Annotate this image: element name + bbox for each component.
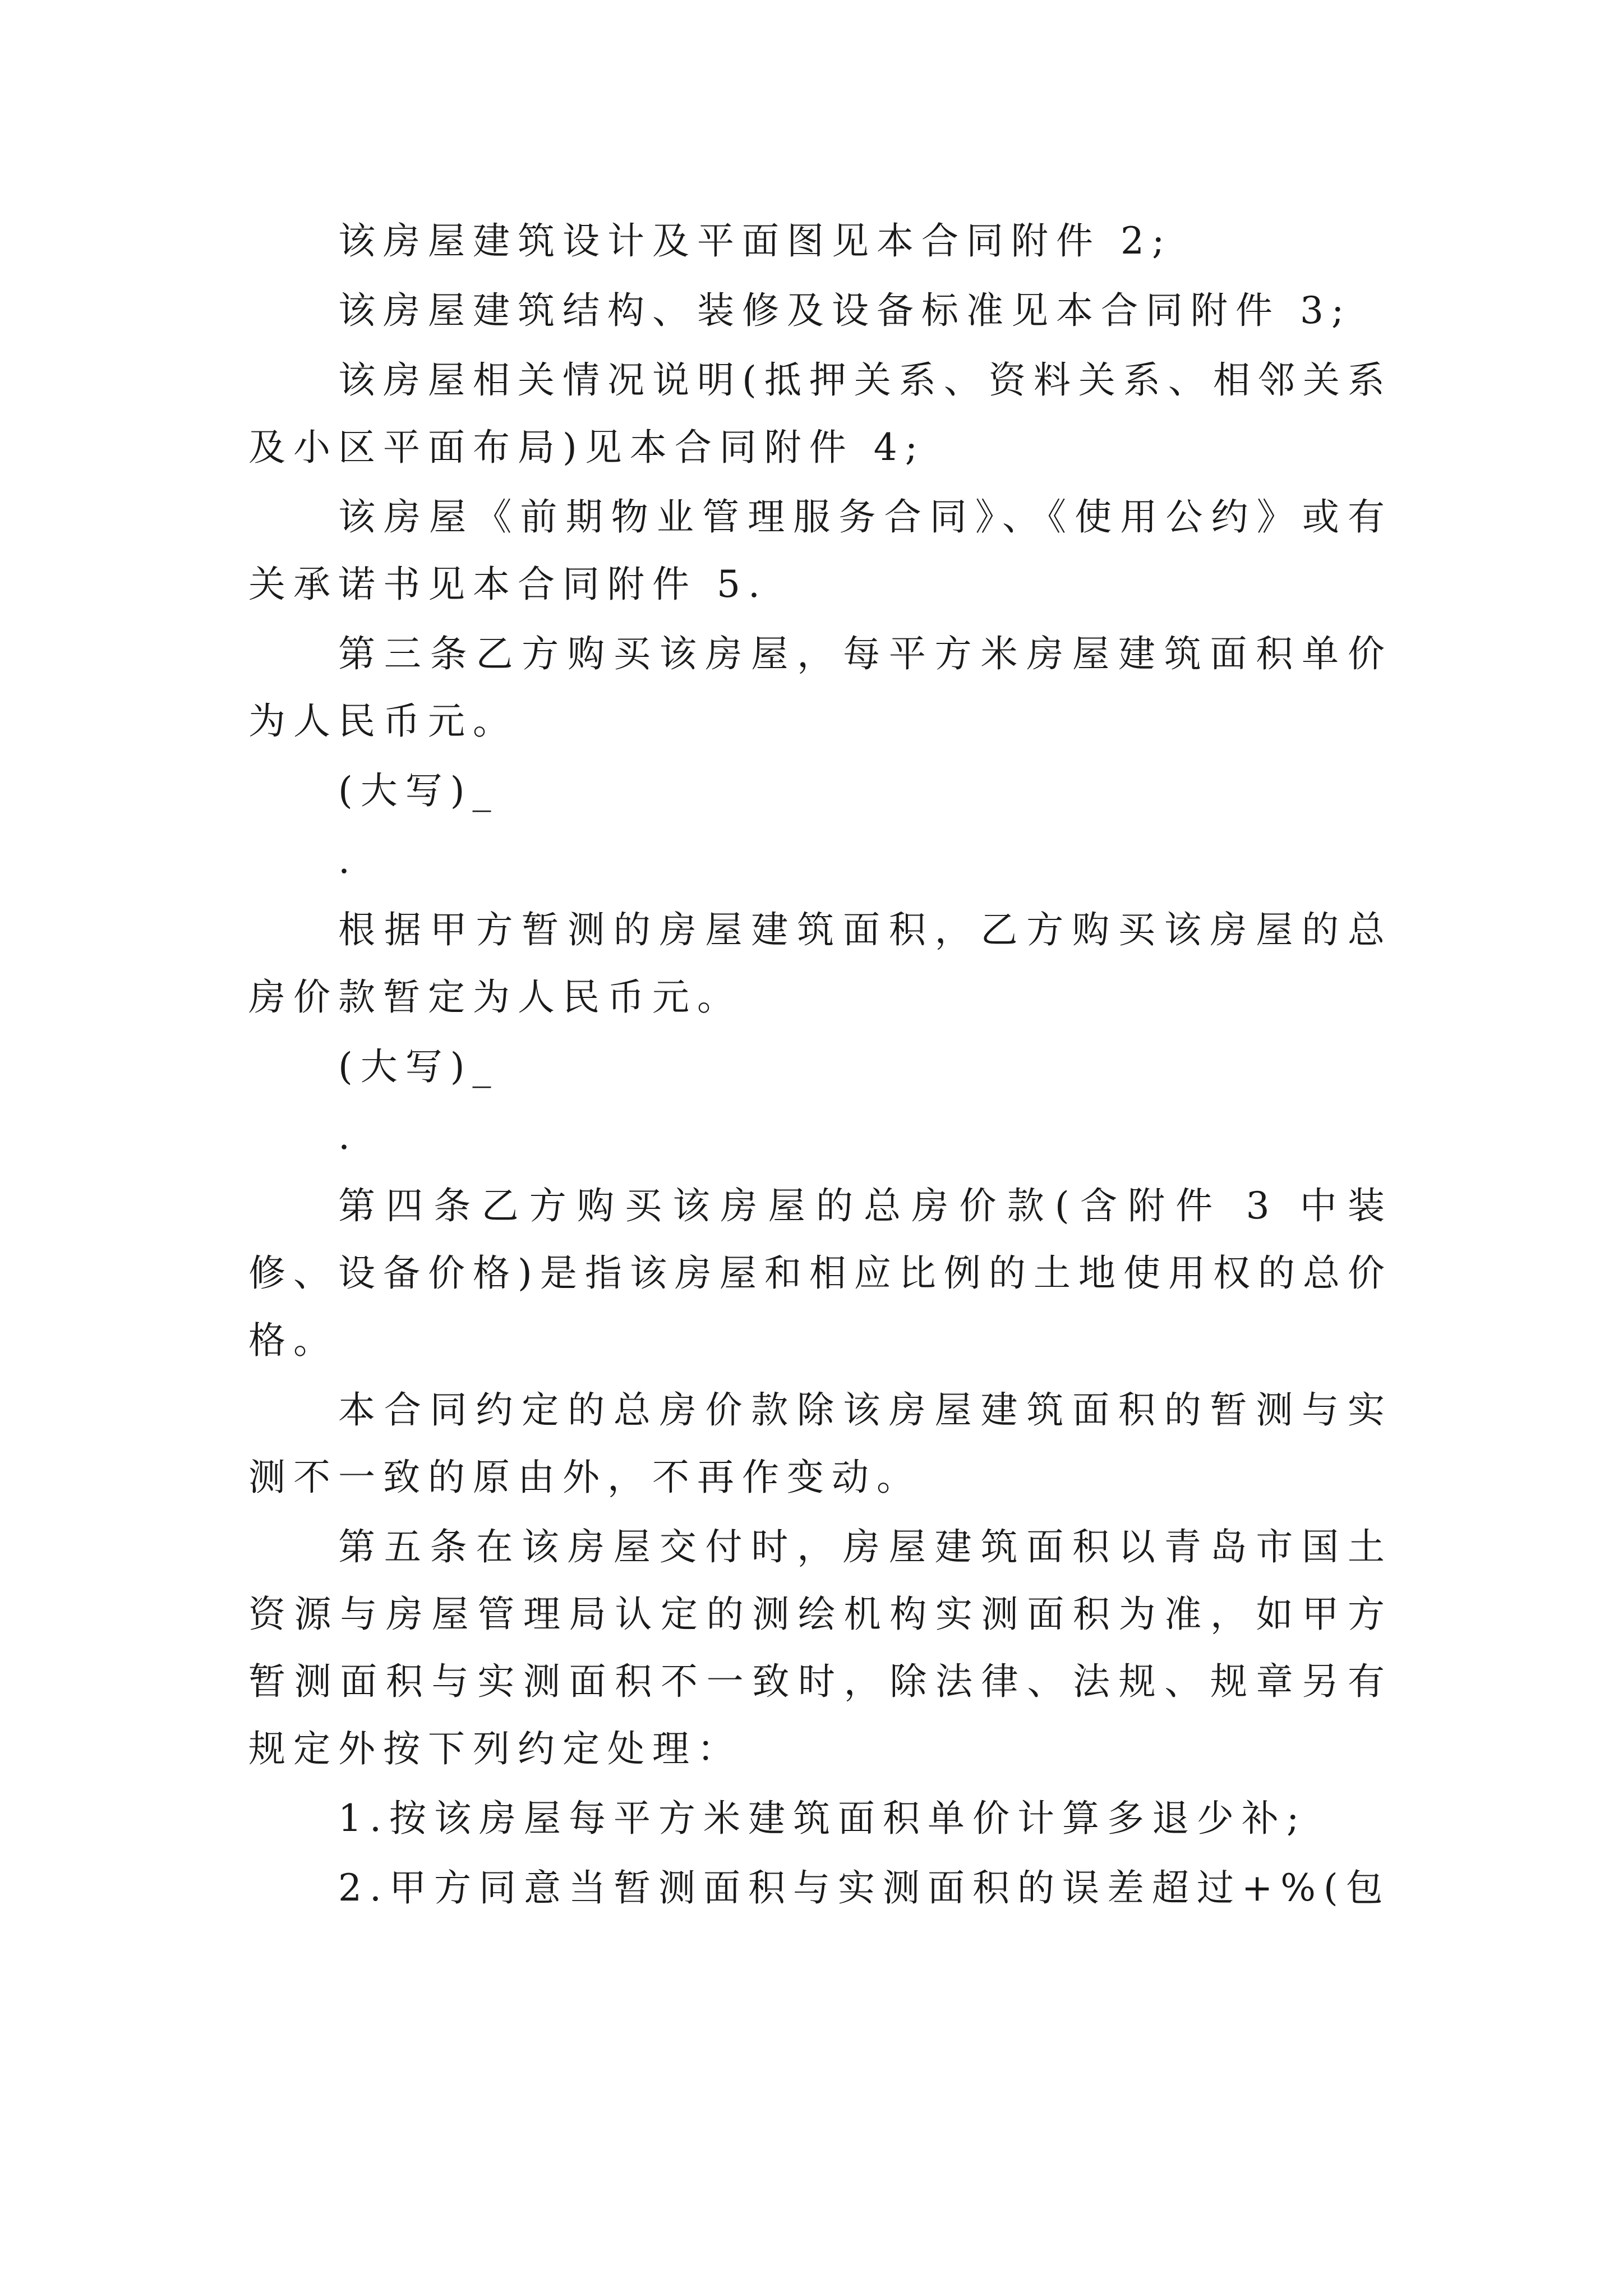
- paragraph-clause-1: 1.按该房屋每平方米建筑面积单价计算多退少补;: [338, 1797, 1307, 1840]
- paragraph-article-5: 第五条在该房屋交付时，房屋建筑面积以青岛市国土资源与房屋管理局认定的测绘机构实测面积为准，如甲方暂测面积与实测面积不一致时，除法律、法规、规章另有规定外按下列约定处理：: [248, 1525, 1393, 1770]
- paragraph-period-1: .: [338, 839, 358, 882]
- paragraph-uppercase-amount-2: (大写)_: [338, 1045, 499, 1088]
- paragraph-annex-2: 该房屋建筑设计及平面图见本合同附件 2;: [338, 219, 1173, 263]
- paragraph-annex-5: 该房屋《前期物业管理服务合同》、《使用公约》或有关承诺书见本合同附件 5.: [248, 495, 1393, 606]
- paragraph-article-4: 第四条乙方购买该房屋的总房价款(含附件 3 中装修、设备价格)是指该房屋和相应比例的土地使用权的总价格。: [248, 1184, 1393, 1362]
- paragraph-period-2: .: [338, 1115, 358, 1158]
- paragraph-uppercase-amount-1: (大写)_: [338, 769, 499, 812]
- paragraph-clause-2: 2.甲方同意当暂测面积与实测面积的误差超过+%(包: [338, 1866, 1391, 1910]
- paragraph-total-price: 根据甲方暂测的房屋建筑面积，乙方购买该房屋的总房价款暂定为人民币元。: [248, 908, 1393, 1019]
- paragraph-annex-3: 该房屋建筑结构、装修及设备标准见本合同附件 3;: [338, 289, 1352, 332]
- paragraph-article-3: 第三条乙方购买该房屋，每平方米房屋建筑面积单价为人民币元。: [248, 632, 1393, 743]
- document-body: [248, 208, 1393, 1924]
- paragraph-annex-4: 该房屋相关情况说明(抵押关系、资料关系、相邻关系及小区平面布局)见本合同附件 4;: [248, 358, 1393, 469]
- paragraph-price-fixed: 本合同约定的总房价款除该房屋建筑面积的暂测与实测不一致的原由外，不再作变动。: [248, 1388, 1393, 1499]
